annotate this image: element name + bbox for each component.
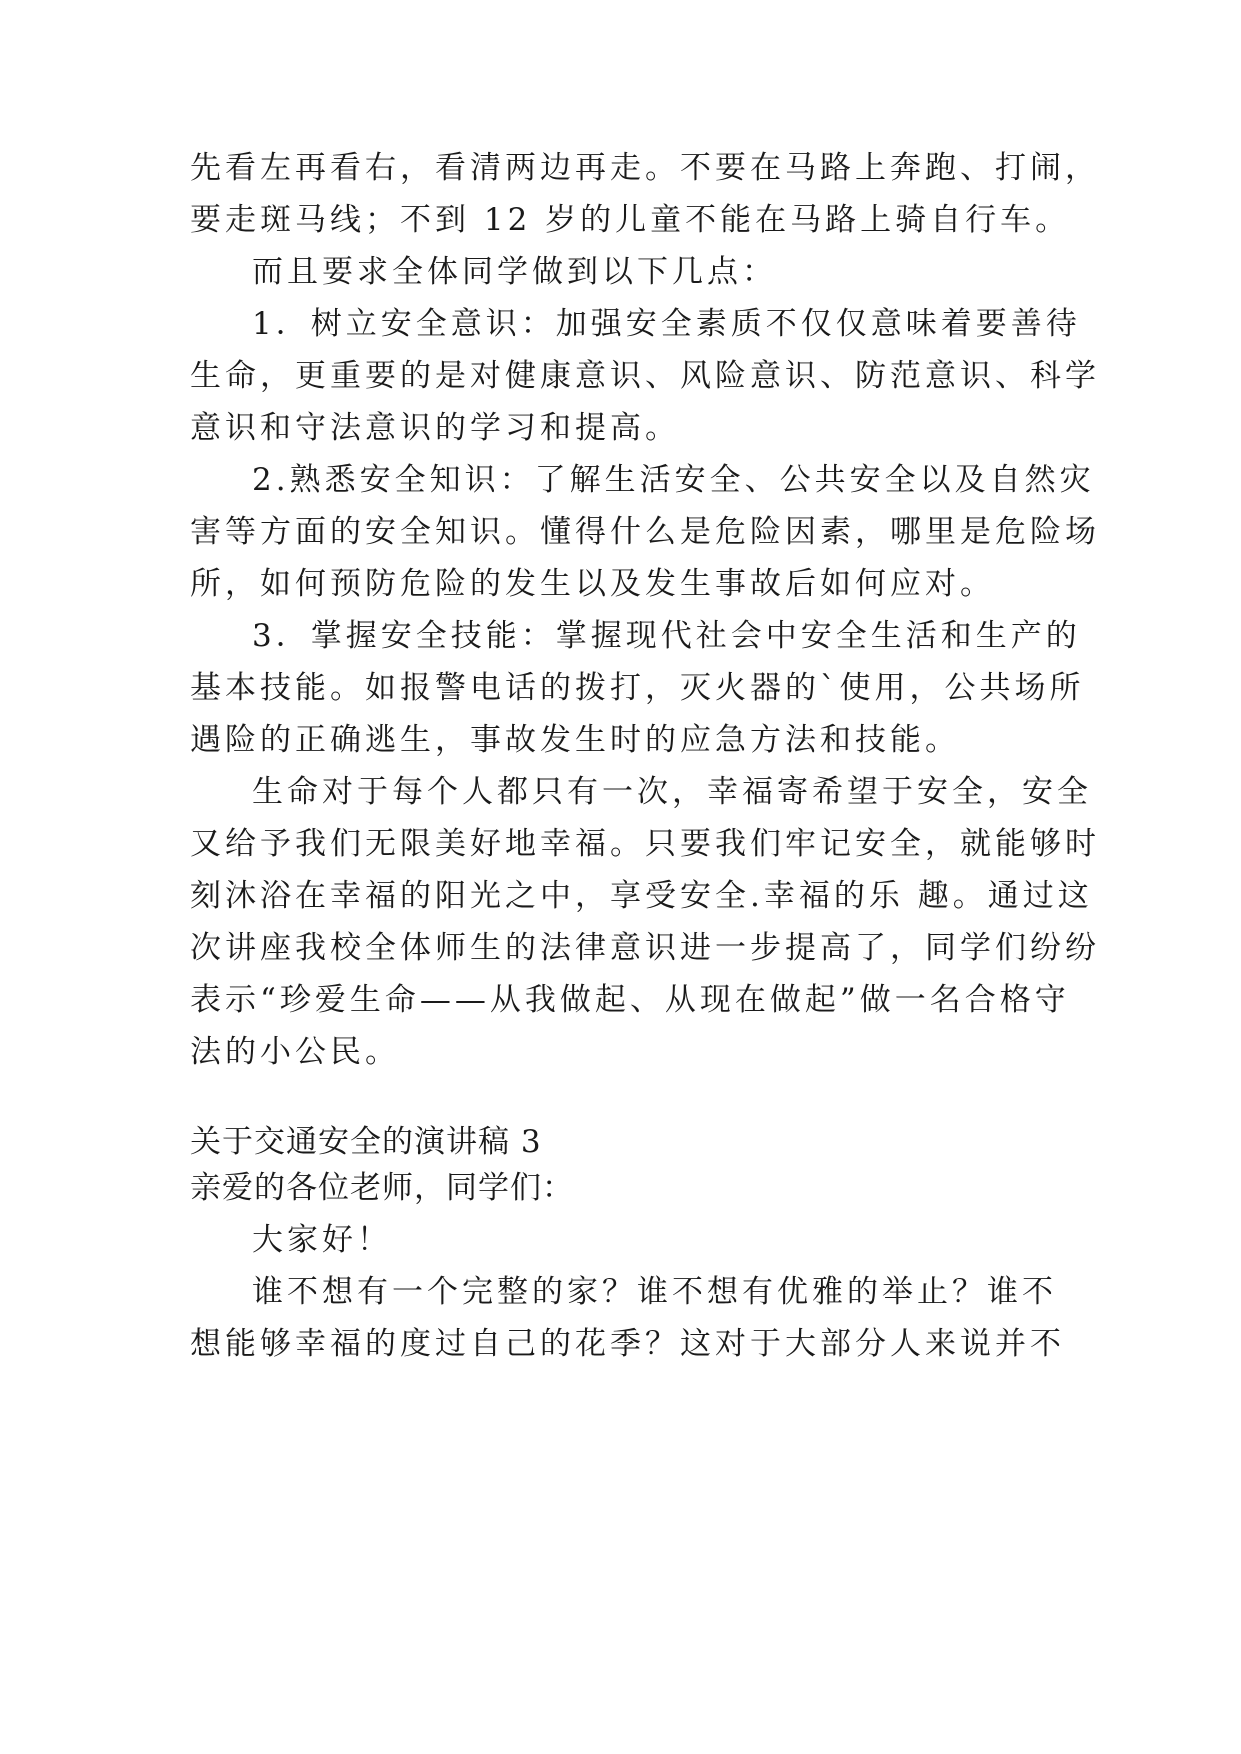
list-item-1-line: 意识和守法意识的学习和提高。: [190, 410, 680, 446]
paragraph-line: 刻沐浴在幸福的阳光之中，享受安全.幸福的乐 趣。通过这: [190, 878, 1093, 914]
list-item-1-line: 生命，更重要的是对健康意识、风险意识、防范意识、科学: [190, 358, 1100, 394]
list-item-1-line: 1．树立安全意识：加强安全素质不仅仅意味着要善待: [252, 306, 1081, 342]
paragraph-line: 次讲座我校全体师生的法律意识进一步提高了，同学们纷纷: [190, 930, 1100, 966]
greeting: 大家好！: [252, 1222, 392, 1258]
paragraph-line: 生命对于每个人都只有一次，幸福寄希望于安全，安全: [252, 774, 1092, 810]
paragraph-line: 谁不想有一个完整的家？谁不想有优雅的举止？谁不: [252, 1274, 1057, 1310]
section-title: 关于交通安全的演讲稿 3: [190, 1124, 542, 1160]
salutation: 亲爱的各位老师，同学们：: [190, 1170, 574, 1206]
list-item-2-line: 害等方面的安全知识。懂得什么是危险因素，哪里是危险场: [190, 514, 1100, 550]
list-item-2-line: 所，如何预防危险的发生以及发生事故后如何应对。: [190, 566, 995, 602]
paragraph-line: 而且要求全体同学做到以下几点：: [252, 254, 777, 290]
paragraph-line: 想能够幸福的度过自己的花季？这对于大部分人来说并不: [190, 1326, 1065, 1362]
paragraph-line: 法的小公民。: [190, 1034, 400, 1070]
paragraph-line: 表示“珍爱生命——从我做起、从现在做起”做一名合格守: [190, 982, 1070, 1018]
list-item-3-line: 基本技能。如报警电话的拨打，灭火器的`使用，公共场所: [190, 670, 1085, 706]
paragraph-line: 又给予我们无限美好地幸福。只要我们牢记安全，就能够时: [190, 826, 1100, 862]
list-item-3-line: 遇险的正确逃生，事故发生时的应急方法和技能。: [190, 722, 960, 758]
list-item-3-line: 3．掌握安全技能：掌握现代社会中安全生活和生产的: [252, 618, 1081, 654]
paragraph-line: 先看左再看右，看清两边再走。不要在马路上奔跑、打闹，: [190, 150, 1100, 186]
list-item-2-line: 2.熟悉安全知识：了解生活安全、公共安全以及自然灾: [252, 462, 1095, 498]
paragraph-line: 要走斑马线；不到 12 岁的儿童不能在马路上骑自行车。: [190, 202, 1071, 238]
